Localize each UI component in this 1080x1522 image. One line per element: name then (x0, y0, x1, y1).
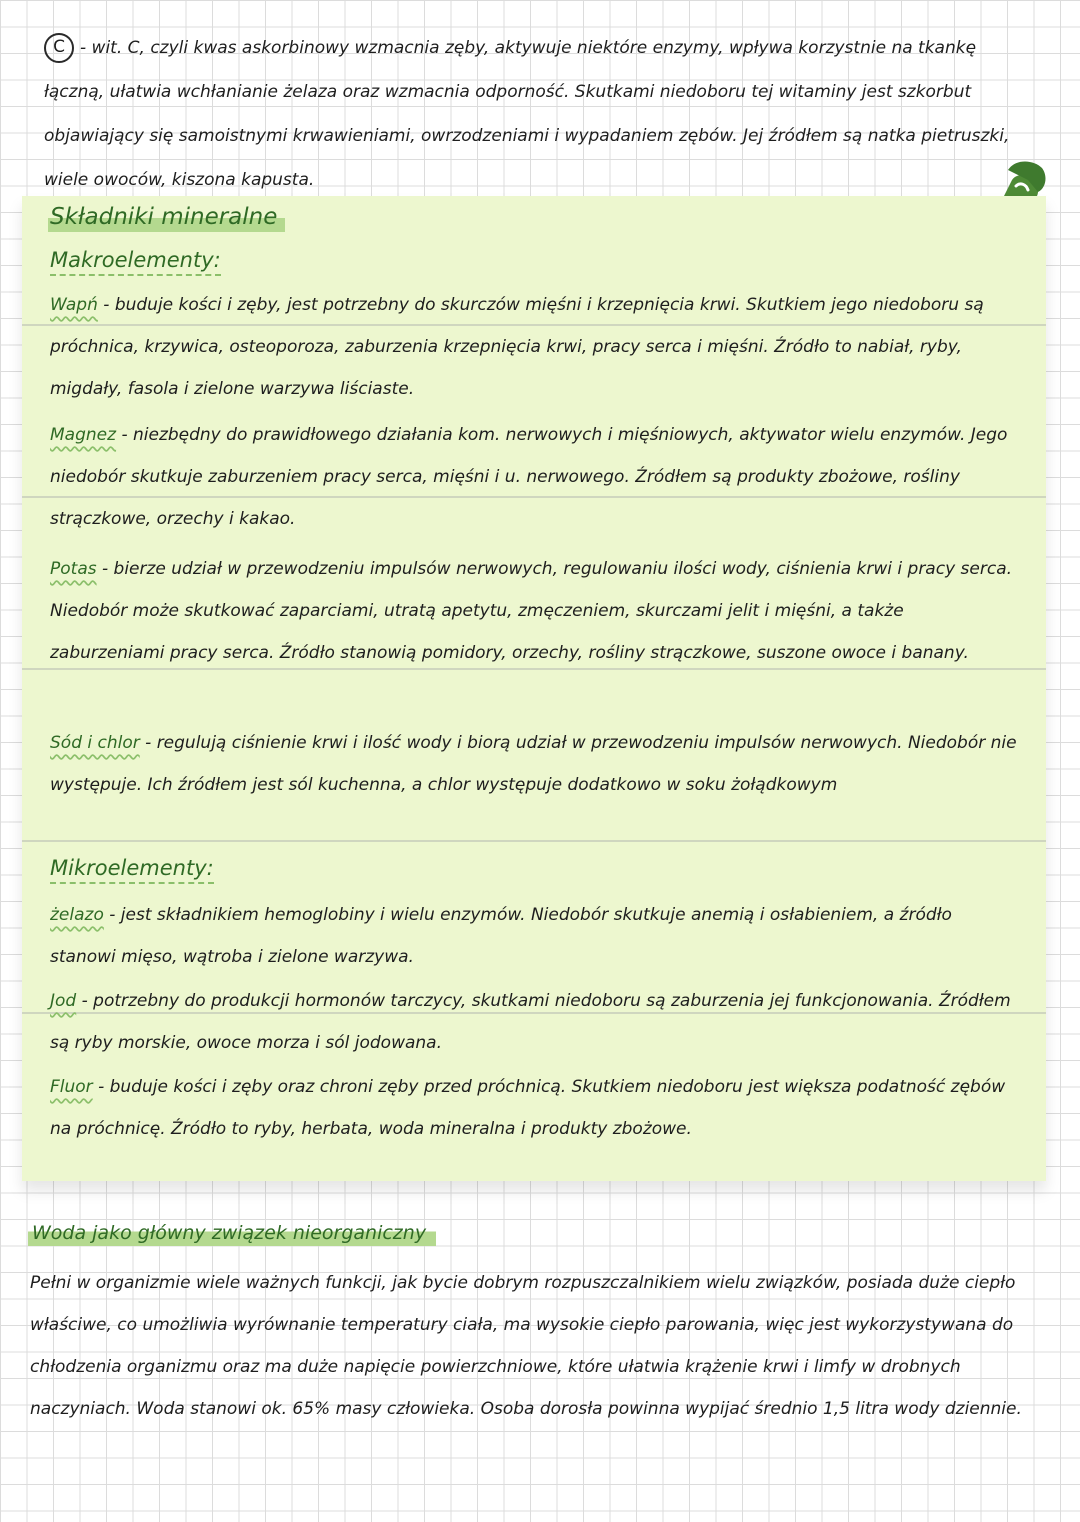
minerals-note (22, 196, 1046, 1181)
iron-paragraph (50, 894, 1018, 978)
potassium-text: - bierze udział w przewodzeniu impulsów nerwowych, regulowaniu ilości wody, ciśnienia krwi i pracy serca. Niedobór może skutkować zaparciami, utratą apetytu, zmęczeniem, skurczami jelit i mięśni, a także zaburzeniami pracy serca. Źródło stanowią pomidory, orzechy, rośliny strączkowe, suszone owoce i banany. (50, 559, 1013, 663)
iodine-paragraph (50, 980, 1018, 1064)
microelements-heading: Mikroelementy: (50, 856, 214, 884)
potassium-paragraph (50, 548, 1018, 674)
iron-term: żelazo (50, 905, 104, 925)
vitamin-c-paragraph (44, 26, 1034, 202)
calcium-paragraph (50, 284, 1018, 410)
sodium-chlorine-text: - regulują ciśnienie krwi i ilość wody i biorą udział w przewodzeniu impulsów nerwowych. Niedobór nie występuje. Ich źródłem jest sól kuchenna, a chlor występuje dodatkowo w soku żołądkowym (50, 733, 1017, 795)
fluorine-text: - buduje kości i zęby oraz chroni zęby przed próchnicą. Skutkiem niedoboru jest większa podatność zębów na próchnicę. Źródło to ryby, herbata, woda mineralna i produkty zbożowe. (50, 1077, 1006, 1139)
potassium-term: Potas (50, 559, 97, 579)
fluorine-paragraph (50, 1066, 1018, 1150)
iodine-text: - potrzebny do produkcji hormonów tarczycy, skutkami niedoboru są zaburzenia jej funkcjonowania. Źródłem są ryby morskie, owoce morza i sól jodowana. (50, 991, 1011, 1053)
calcium-text: - buduje kości i zęby, jest potrzebny do skurczów mięśni i krzepnięcia krwi. Skutkiem jego niedoboru są próchnica, krzywica, osteoporoza, zaburzenia krzepnięcia krwi, pracy serca i mięśni. Źródło to nabiał, ryby, migdały, fasola i zielone warzywa liściaste. (50, 295, 984, 399)
sodium-chlorine-paragraph (50, 722, 1018, 806)
calcium-term: Wapń (50, 295, 98, 315)
vitamin-c-circle-symbol: C (44, 33, 74, 63)
iron-text: - jest składnikiem hemoglobiny i wielu enzymów. Niedobór skutkuje anemią i osłabieniem, a źródło stanowi mięso, wątroba i zielone warzywa. (50, 905, 952, 967)
iodine-term: Jod (50, 991, 77, 1011)
magnesium-paragraph (50, 414, 1018, 540)
minerals-title: Składniki mineralne (48, 204, 285, 232)
magnesium-term: Magnez (50, 425, 117, 445)
sodium-chlorine-term: Sód i chlor (50, 733, 140, 753)
water-title: Woda jako główny związek nieorganiczny (28, 1222, 436, 1246)
magnesium-text: - niezbędny do prawidłowego działania kom. nerwowych i mięśniowych, aktywator wielu enzymów. Jego niedobór skutkuje zaburzeniem pracy serca, mięśni i u. nerwowego. Źródłem są produkty zbożowe, rośliny strączkowe, orzechy i kakao. (50, 425, 1008, 529)
vitamin-c-text: - wit. C, czyli kwas askorbinowy wzmacnia zęby, aktywuje niektóre enzymy, wpływa korzystnie na tkankę łączną, ułatwia wchłanianie żelaza oraz wzmacnia odporność. Skutkami niedoboru tej witaminy jest szkorbut objawiający się samoistnymi krwawieniami, owrzodzeniami i wypadaniem zębów. Jej źródłem są natka pietruszki, wiele owoców, kiszona kapusta. (44, 38, 1010, 190)
fluorine-term: Fluor (50, 1077, 93, 1097)
water-paragraph: Pełni w organizmie wiele ważnych funkcji, jak bycie dobrym rozpuszczalnikiem wielu związków, posiada duże ciepło właściwe, co umożliwia wyrównanie temperatury ciała, ma wysokie ciepło parowania, więc jest wykorzystywana do chłodzenia organizmu oraz ma duże napięcie powierzchniowe, które ułatwia krążenie krwi i limfy w drobnych naczyniach. Woda stanowi ok. 65% masy człowieka. Osoba dorosła powinna wypijać średnio 1,5 litra wody dziennie. (30, 1273, 1022, 1419)
macroelements-heading: Makroelementy: (50, 248, 221, 276)
